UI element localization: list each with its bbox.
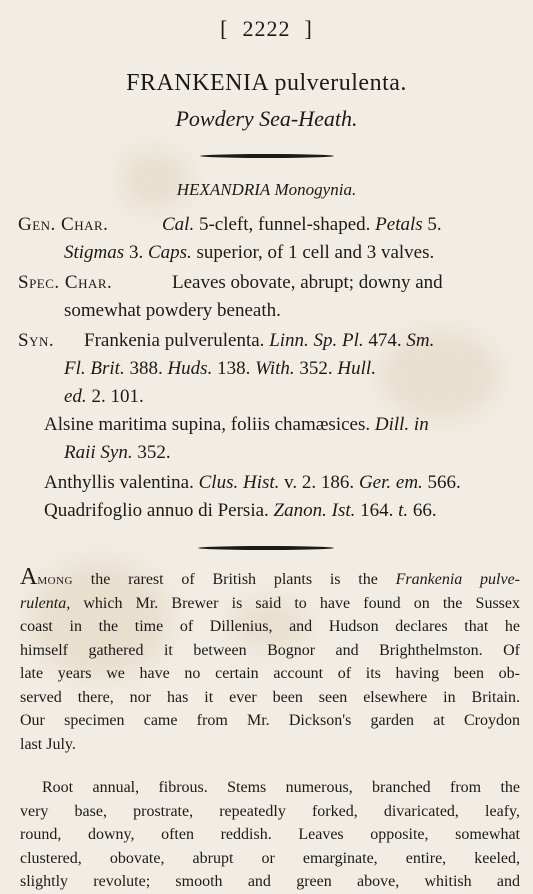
text-line: slightly revolute; smooth and green above, whitish and <box>20 873 520 890</box>
text-run: 5-cleft, funnel-shaped. <box>194 214 376 235</box>
text-run: Our specimen came from Mr. Dickson's garden at Croydon <box>20 712 520 729</box>
text-run: v. 2. 186. <box>279 472 359 493</box>
text-line <box>20 733 520 757</box>
text-run: 164. <box>355 500 399 521</box>
syn-text <box>64 442 171 464</box>
syn-text <box>44 472 461 494</box>
syn-text <box>84 330 434 352</box>
italic-run: t. <box>398 500 409 521</box>
gen-char-text <box>64 242 434 264</box>
italic-run: Clus. Hist. <box>198 472 280 493</box>
text-run: Alsine maritima supina, foliis chamæsices. <box>44 414 375 435</box>
text-run: 352. <box>132 442 171 463</box>
italic-run: Sm. <box>406 330 435 351</box>
text-run: Anthyllis valentina. <box>44 472 199 493</box>
text-run: 138. <box>212 358 256 379</box>
text-run: 5. <box>422 214 442 235</box>
text-run: himself gathered it between Bognor and Brighthelmston. Of <box>20 641 520 659</box>
page-number: [ 2222 ] <box>220 16 313 41</box>
order-name: Monogynia. <box>274 180 357 199</box>
syn-label: Syn. <box>18 330 55 351</box>
text-run: coast in the time of Dillenius, and Hudson declares that he <box>20 618 520 635</box>
italic-run: Linn. Sp. Pl. <box>269 330 364 351</box>
text-line <box>20 686 520 710</box>
text-line <box>20 592 520 616</box>
text-run: served there, nor has it ever been seen elsewhere in Britain. <box>20 688 520 706</box>
text-line: very base, prostrate, repeatedly forked, divaricated, leafy, <box>20 802 520 820</box>
italic-run: Ger. em. <box>358 472 423 493</box>
classification <box>0 180 533 200</box>
text-run: 474. <box>363 330 407 351</box>
spec-char-text: somewhat powdery beneath. <box>64 300 281 321</box>
text-line <box>20 615 520 639</box>
genus: FRANKENIA <box>126 70 268 96</box>
spec-char-label: Spec. Char. <box>18 272 113 293</box>
text-run: last July. <box>20 735 76 753</box>
text-line <box>20 709 520 733</box>
spec-char-text: Leaves obovate, abrupt; downy and <box>172 272 443 293</box>
gen-char-label: Gen. Char. <box>18 214 109 235</box>
text-line <box>20 662 520 686</box>
italic-run: Frankenia pulve- <box>395 571 521 588</box>
species: pulverulenta. <box>274 70 407 96</box>
syn-text <box>44 500 437 522</box>
text-run: 388. <box>124 358 168 379</box>
text-run: 352. <box>294 358 338 379</box>
text-line: round, downy, often reddish. Leaves opposite, somewhat <box>20 826 520 843</box>
text-run: superior, of 1 cell and 3 valves. <box>191 242 435 263</box>
description-paragraph-2 <box>20 776 520 894</box>
divider <box>198 546 334 550</box>
text-run: 3. <box>124 242 148 263</box>
italic-run: Petals <box>375 214 423 235</box>
text-run: Among <box>20 564 73 590</box>
text-run: Frankenia pulverulenta. <box>84 330 270 351</box>
italic-run: Cal. <box>162 214 195 235</box>
italic-run: Fl. Brit. <box>64 358 125 379</box>
text-run: Quadrifoglio annuo di Persia. <box>44 500 274 521</box>
divider <box>200 154 334 158</box>
syn-text <box>64 386 144 408</box>
text-run: 66. <box>408 500 437 521</box>
text-line <box>20 639 520 663</box>
italic-run: Stigmas <box>64 242 125 263</box>
common-name: Powdery Sea-Heath. <box>175 106 358 131</box>
plant-title <box>0 70 533 97</box>
syn-text <box>44 414 429 436</box>
text-run: 2. 101. <box>86 386 144 407</box>
text-line: Root annual, fibrous. Stems numerous, branched from the <box>42 779 520 796</box>
italic-run: Caps. <box>147 242 192 263</box>
italic-run: With. <box>255 358 295 379</box>
class-name: HEXANDRIA <box>176 180 271 199</box>
italic-run: Raii Syn. <box>64 442 133 463</box>
syn-text <box>64 358 376 380</box>
italic-run: rulenta, <box>20 594 71 612</box>
text-line <box>20 566 520 592</box>
text-line: clustered, obovate, abrupt or emarginate, entire, keeled, <box>20 849 520 867</box>
text-run: the rarest of British plants is the <box>72 571 396 588</box>
italic-run: Zanon. Ist. <box>273 500 356 521</box>
text-run: 566. <box>422 472 461 493</box>
italic-run: Dill. in <box>374 414 429 435</box>
italic-run: ed. <box>64 386 87 407</box>
text-run: late years we have no certain account of its having been ob- <box>20 665 520 682</box>
gen-char-text <box>162 214 442 236</box>
italic-run: Huds. <box>167 358 213 379</box>
description-paragraph-1 <box>20 566 520 756</box>
italic-run: Hull. <box>337 358 376 379</box>
text-run: which Mr. Brewer is said to have found on the Sussex <box>70 594 520 612</box>
